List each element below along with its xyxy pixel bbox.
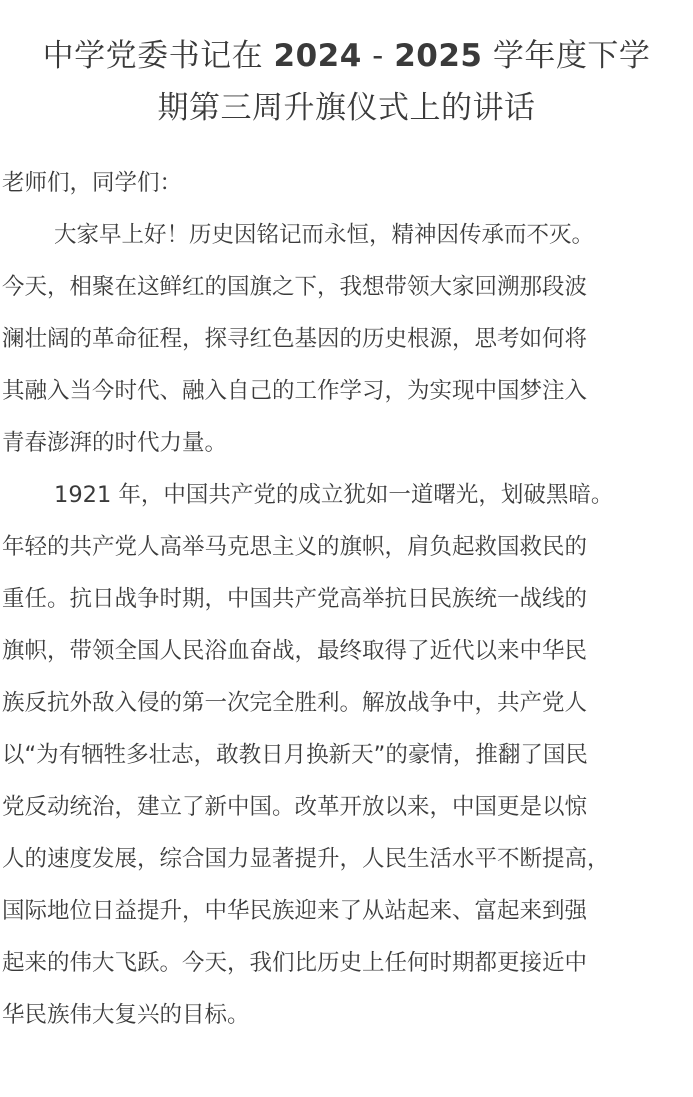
- paragraph-2-line: 1921 年，中国共产党的成立犹如一道曙光，划破黑暗。: [54, 482, 614, 508]
- paragraph-2-line: 旗帜，带领全国人民浴血奋战，最终取得了近代以来中华民: [2, 638, 588, 664]
- paragraph-1-line: 青春澎湃的时代力量。: [2, 430, 228, 456]
- title-year-start: 2024: [273, 38, 362, 74]
- title-line-1-prefix: 中学党委书记在: [42, 38, 274, 74]
- paragraph-2-line: 国际地位日益提升，中华民族迎来了从站起来、富起来到强: [2, 898, 588, 924]
- title-line-2: 期第三周升旗仪式上的讲话: [157, 90, 536, 126]
- salutation: 老师们，同学们：: [2, 170, 183, 196]
- title-line-1: [0, 30, 693, 82]
- speech-title: [0, 0, 693, 134]
- paragraph-1-line: 大家早上好！历史因铭记而永恒，精神因传承而不灭。: [54, 222, 595, 248]
- paragraph-2-line: 人的速度发展，综合国力显著提升，人民生活水平不断提高，: [2, 846, 610, 872]
- paragraph-2-line: 华民族伟大复兴的目标。: [2, 1002, 250, 1028]
- paragraph-2-line: 起来的伟大飞跃。今天，我们比历史上任何时期都更接近中: [2, 950, 588, 976]
- paragraph-1-line: 其融入当今时代、融入自己的工作学习，为实现中国梦注入: [2, 378, 588, 404]
- title-year-dash: -: [361, 38, 395, 74]
- paragraph-2-line: 重任。抗日战争时期，中国共产党高举抗日民族统一战线的: [2, 586, 588, 612]
- paragraph-2-line: 族反抗外敌入侵的第一次完全胜利。解放战争中，共产党人: [2, 690, 588, 716]
- paragraph-2-line: 党反动统治，建立了新中国。改革开放以来，中国更是以惊: [2, 794, 588, 820]
- paragraph-2-line: 年轻的共产党人高举马克思主义的旗帜，肩负起救国救民的: [2, 534, 588, 560]
- speech-body: [2, 157, 693, 1041]
- paragraph-1-line: 澜壮阔的革命征程，探寻红色基因的历史根源，思考如何将: [2, 326, 588, 352]
- paragraph-1-line: 今天，相聚在这鲜红的国旗之下，我想带领大家回溯那段波: [2, 274, 588, 300]
- title-year-end: 2025: [394, 38, 483, 74]
- paragraph-2-line: 以“为有牺牲多壮志，敢教日月换新天”的豪情，推翻了国民: [2, 742, 588, 768]
- title-line-1-suffix: 学年度下学: [482, 38, 651, 74]
